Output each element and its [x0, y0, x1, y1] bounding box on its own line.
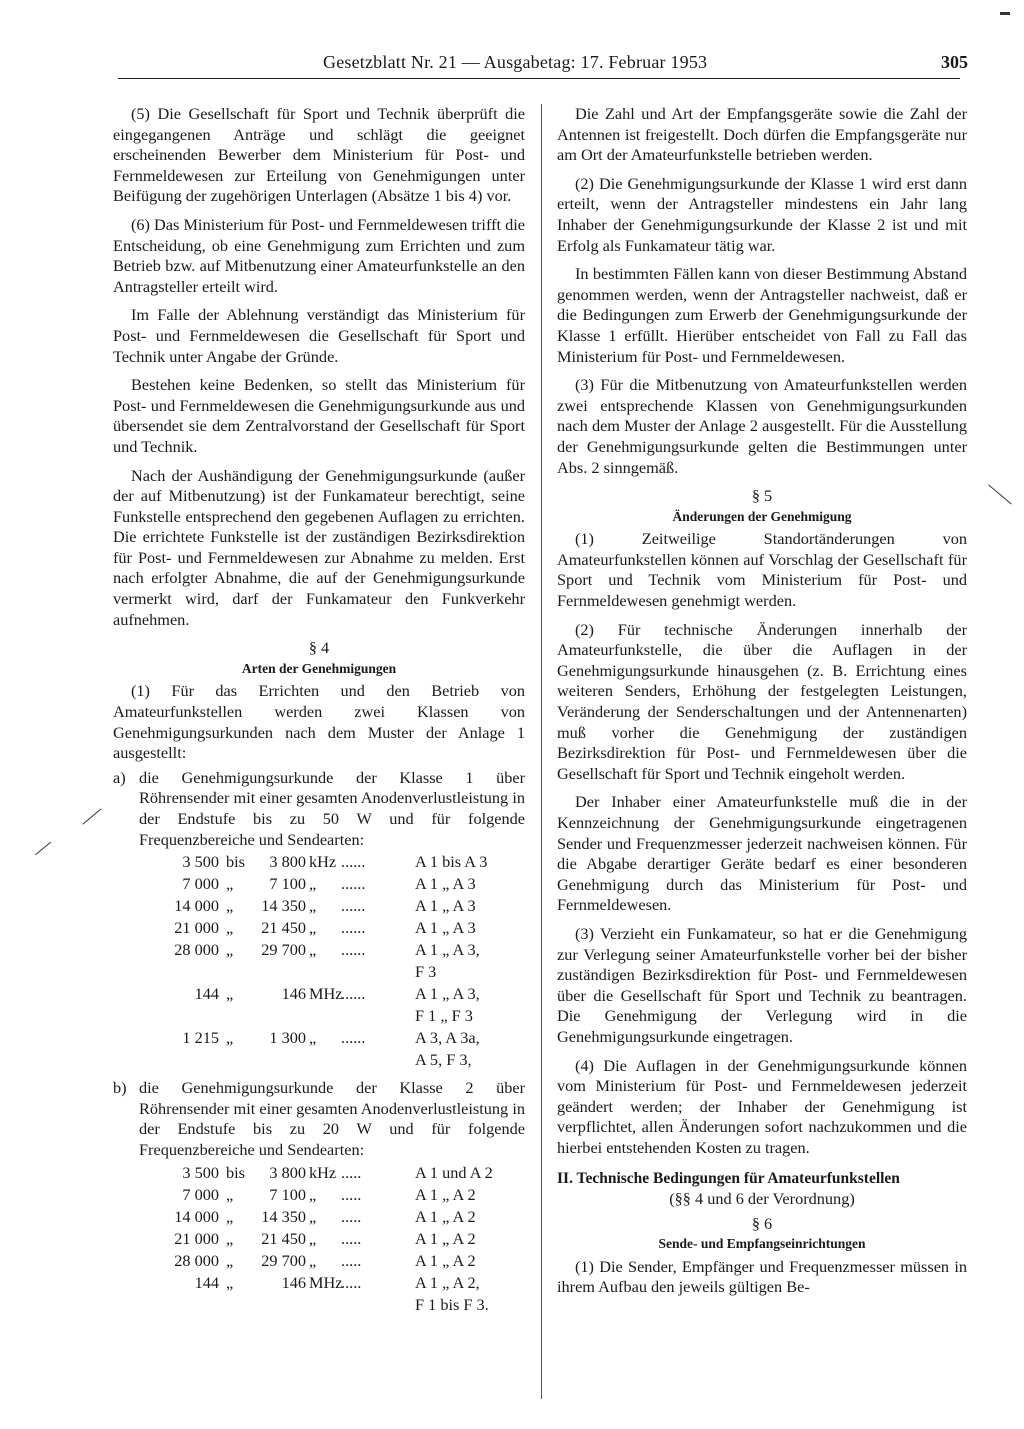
list-item: [113, 1078, 525, 1160]
freq-to: 7 100: [269, 1184, 306, 1204]
frequency-row: [113, 896, 525, 918]
page-header: [118, 52, 968, 79]
emission-classes: A 1 „ A 2,: [415, 1272, 480, 1292]
item-label: a): [113, 767, 126, 787]
freq-to: 7 100: [269, 874, 306, 894]
freq-from: 3 500: [182, 1162, 219, 1182]
leader-dots: ......: [341, 984, 366, 1004]
page-number: 305: [941, 52, 968, 72]
freq-unit: „: [309, 1250, 317, 1270]
leader-dots: ......: [341, 852, 366, 872]
freq-to: 14 350: [261, 1206, 306, 1226]
freq-from: 14 000: [174, 896, 219, 916]
emission-classes: A 3, A 3a,: [415, 1028, 480, 1048]
freq-unit: „: [309, 1206, 317, 1226]
freq-separator: „: [226, 874, 234, 894]
paragraph: Die Zahl und Art der Empfangsgeräte sowie die Zahl der Antennen ist freigestellt. Doch dürfen die Empfangsgeräte nur am Ort der Amateurfunkstelle betrieben werden.: [557, 104, 967, 165]
freq-separator: „: [226, 1250, 234, 1270]
emission-classes: A 1 und A 2: [415, 1162, 493, 1182]
freq-unit: „: [309, 1228, 317, 1248]
emission-classes: A 1 „ A 3: [415, 918, 476, 938]
section-heading: Änderungen der Genehmigung: [672, 508, 852, 524]
paragraph: (1) Zeitweilige Standortänderungen von Amateurfunkstellen können auf Vorschlag der Gesellschaft für Sport und Technik vom Ministerium für Post- und Fernmeldewesen genehmigt werden.: [557, 529, 967, 611]
freq-to: 29 700: [261, 1250, 306, 1270]
emission-classes: A 1 „ A 2: [415, 1228, 476, 1248]
freq-separator: „: [226, 940, 234, 960]
item-label: b): [113, 1078, 127, 1098]
frequency-row: [113, 1185, 525, 1207]
frequency-row-continuation: [113, 1050, 525, 1072]
frequency-row-continuation: [113, 1006, 525, 1028]
leader-dots: ......: [341, 918, 366, 938]
freq-separator: bis: [226, 852, 246, 872]
emission-classes: F 1 bis F 3.: [415, 1294, 489, 1314]
freq-to: 14 350: [261, 896, 306, 916]
leader-dots: ......: [341, 940, 366, 960]
section-sign: § 4: [308, 638, 330, 658]
emission-classes: F 3: [415, 962, 437, 982]
section-heading: Sende- und Empfangseinrichtungen: [658, 1236, 866, 1252]
emission-classes: A 5, F 3,: [415, 1050, 472, 1070]
freq-separator: „: [226, 918, 234, 938]
freq-from: 7 000: [182, 1184, 219, 1204]
item-text: die Genehmigungsurkunde der Klasse 1 über Röhrensender mit einer gesamten Anodenverlustleistung in der Endstufe bis zu 50 W und für folgende Frequenzbereiche und Sendearten:: [139, 767, 525, 849]
leader-dots: .....: [341, 1184, 362, 1204]
leader-dots: ......: [341, 874, 366, 894]
frequency-row: [113, 1229, 525, 1251]
paragraph: Nach der Aushändigung der Genehmigungsurkunde (außer der auf Mitbenutzung) ist der Funkamateur berechtigt, seine Funkstelle entsprechend den gegebenen Auflagen zu errichten. Die errichtete Funkstelle ist der zuständigen Bezirksdirektion für Post- und Fernmeldewesen zur Abnahme zu melden. Erst nach erfolgter Abnahme, die auf der Genehmigungsurkunde vermerkt wird, darf der Funkamateur den Funkverkehr aufnehmen.: [113, 465, 525, 629]
frequency-table-class-1: [113, 852, 525, 1072]
frequency-row: [113, 918, 525, 940]
paragraph: (4) Die Auflagen in der Genehmigungsurkunde können vom Ministerium für Post- und Fernmeldewesen jederzeit geändert werden; der Inhaber der Genehmigung ist verpflichtet, allen Änderungen sofort nachzukommen und die hierbei entstehenden Kosten zu tragen.: [557, 1055, 967, 1157]
paragraph: In bestimmten Fällen kann von dieser Bestimmung Abstand genommen werden, wenn der Antragsteller nachweist, daß er die Bedingungen zum Erwerb der Genehmigungsurkunde der Klasse 1 erfüllt. Hierüber entscheidet von Fall zu Fall das Ministerium für Post- und Fernmeldewesen.: [557, 264, 967, 366]
leader-dots: ......: [341, 1028, 366, 1048]
freq-unit: MHz: [309, 984, 343, 1004]
freq-to: 21 450: [261, 918, 306, 938]
section-heading: Arten der Genehmigungen: [241, 660, 397, 676]
leader-dots: .....: [341, 1162, 362, 1182]
frequency-row: [113, 940, 525, 962]
freq-from: 21 000: [174, 1228, 219, 1248]
freq-to: 3 800: [269, 852, 306, 872]
freq-to: 3 800: [269, 1162, 306, 1182]
freq-from: 1 215: [182, 1028, 219, 1048]
freq-from: 3 500: [182, 852, 219, 872]
freq-unit: „: [309, 940, 317, 960]
emission-classes: A 1 „ A 3: [415, 896, 476, 916]
freq-from: 28 000: [174, 1250, 219, 1270]
frequency-row: [113, 984, 525, 1006]
header-title: Gesetzblatt Nr. 21 — Ausgabetag: 17. Februar 1953: [323, 52, 708, 72]
emission-classes: F 1 „ F 3: [415, 1006, 473, 1026]
freq-unit: kHz: [309, 852, 337, 872]
freq-unit: kHz: [309, 1162, 337, 1182]
freq-from: 28 000: [174, 940, 219, 960]
freq-from: 144: [194, 984, 219, 1004]
section-sign: § 5: [751, 486, 773, 506]
freq-separator: „: [226, 896, 234, 916]
paragraph: (1) Die Sender, Empfänger und Frequenzmesser müssen in ihrem Aufbau den jeweils gültigen Be-: [557, 1256, 967, 1297]
scan-mark: [35, 842, 51, 856]
freq-to: 146: [281, 984, 306, 1004]
freq-unit: MHz: [309, 1272, 343, 1292]
part-subheading: (§§ 4 und 6 der Verordnung): [669, 1189, 855, 1209]
part-heading: II. Technische Bedingungen für Amateurfunkstellen: [557, 1169, 900, 1187]
frequency-row-continuation: [113, 1295, 525, 1317]
freq-separator: bis: [226, 1162, 246, 1182]
list-item: [113, 768, 525, 850]
emission-classes: A 1 „ A 2: [415, 1184, 476, 1204]
freq-separator: „: [226, 1206, 234, 1226]
frequency-row: [113, 1028, 525, 1050]
paragraph: Bestehen keine Bedenken, so stellt das Ministerium für Post- und Fernmeldewesen die Genehmigungsurkunde aus und übersendet sie dem Zentralvorstand der Gesellschaft für Sport und Technik.: [113, 375, 525, 456]
scan-mark: [988, 484, 1012, 504]
right-column: [557, 104, 967, 1306]
emission-classes: A 1 „ A 3,: [415, 984, 480, 1004]
paragraph: Der Inhaber einer Amateurfunkstelle muß die in der Kennzeichnung der Genehmigungsurkunde eingetragenen Sender und Frequenzmesser jederzeit nachweisen können. Für die Abgabe derartiger Geräte bedarf es einer besonderen Genehmigung durch das Ministerium für Post- und Fernmeldewesen.: [557, 792, 967, 915]
frequency-row: [113, 874, 525, 896]
paragraph: (2) Die Genehmigungsurkunde der Klasse 1 wird erst dann erteilt, wenn der Antragsteller mindestens ein Jahr lang Inhaber der Genehmigungsurkunde der Klasse 2 ist und mit Erfolg als Funkamateur tätig war.: [557, 173, 967, 255]
freq-separator: „: [226, 1228, 234, 1248]
frequency-row: [113, 1251, 525, 1273]
leader-dots: ......: [341, 896, 366, 916]
frequency-row-continuation: [113, 962, 525, 984]
emission-classes: A 1 „ A 2: [415, 1250, 476, 1270]
item-text: die Genehmigungsurkunde der Klasse 2 über Röhrensender mit einer gesamten Anodenverlustleistung in der Endstufe bis zu 20 W und für folgende Frequenzbereiche und Sendearten:: [139, 1078, 525, 1159]
freq-unit: „: [309, 874, 317, 894]
paragraph: Im Falle der Ablehnung verständigt das Ministerium für Post- und Fernmeldewesen die Gesellschaft für Sport und Technik unter Angabe der Gründe.: [113, 305, 525, 366]
column-divider: [541, 104, 542, 1399]
leader-dots: .....: [341, 1272, 362, 1292]
frequency-row: [113, 1207, 525, 1229]
freq-unit: „: [309, 896, 317, 916]
paragraph: (6) Das Ministerium für Post- und Fernmeldewesen trifft die Entscheidung, ob eine Genehmigung zum Errichten und zum Betrieb bzw. auf Mitbenutzung einer Amateurfunkstelle an den Antragsteller erteilt wird.: [113, 214, 525, 296]
paragraph: (3) Für die Mitbenutzung von Amateurfunkstellen werden zwei entsprechende Klassen von Genehmigungsurkunden nach dem Muster der Anlage 2 ausgestellt. Für die Ausstellung der Genehmigungsurkunde gelten die Bestimmungen unter Abs. 2 sinngemäß.: [557, 375, 967, 477]
freq-separator: „: [226, 1184, 234, 1204]
emission-classes: A 1 „ A 3: [415, 874, 476, 894]
freq-from: 7 000: [182, 874, 219, 894]
freq-from: 21 000: [174, 918, 219, 938]
frequency-row: [113, 1163, 525, 1185]
scan-mark: [82, 808, 101, 824]
frequency-row: [113, 852, 525, 874]
paragraph: (3) Verzieht ein Funkamateur, so hat er die Genehmigung zur Verlegung seiner Amateurfunkstelle vorher bei der bisher zuständigen Bezirksdirektion für Post- und Fernmeldewesen über die Gesellschaft für Sport und Technik zu beantragen. Die Genehmigung der Verlegung wird in die Genehmigungsurkunde eingetragen.: [557, 923, 967, 1046]
freq-from: 14 000: [174, 1206, 219, 1226]
freq-separator: „: [226, 1272, 234, 1292]
frequency-table-class-2: [113, 1163, 525, 1317]
freq-to: 29 700: [261, 940, 306, 960]
emission-classes: A 1 „ A 2: [415, 1206, 476, 1226]
freq-separator: „: [226, 1028, 234, 1048]
leader-dots: .....: [341, 1206, 362, 1226]
scan-mark: [1000, 12, 1010, 15]
paragraph: (2) Für technische Änderungen innerhalb der Amateurfunkstelle, die über die Auflagen in der Genehmigungsurkunde hinausgehen (z. B. Errichtung eines weiteren Senders, Erhöhung der festgelegten Leistungen, Veränderung der Senderschaltungen und der Antennenarten) muß vorher die Genehmigung der zuständigen Bezirksdirektion für Post- und Fernmeldewesen über die Gesellschaft für Sport und Technik eingeholt werden.: [557, 619, 967, 783]
freq-to: 21 450: [261, 1228, 306, 1248]
section-sign: § 6: [751, 1213, 773, 1233]
emission-classes: A 1 bis A 3: [415, 852, 488, 872]
freq-to: 1 300: [269, 1028, 306, 1048]
freq-from: 144: [194, 1272, 219, 1292]
freq-unit: „: [309, 1184, 317, 1204]
left-column: [113, 104, 525, 1323]
leader-dots: .....: [341, 1228, 362, 1248]
freq-separator: „: [226, 984, 234, 1004]
freq-to: 146: [281, 1272, 306, 1292]
paragraph: (1) Für das Errichten und den Betrieb von Amateurfunkstellen werden zwei Klassen von Genehmigungsurkunden nach dem Muster der Anlage 1 ausgestellt:: [113, 681, 525, 763]
freq-unit: „: [309, 918, 317, 938]
emission-classes: A 1 „ A 3,: [415, 940, 480, 960]
leader-dots: .....: [341, 1250, 362, 1270]
frequency-row: [113, 1273, 525, 1295]
freq-unit: „: [309, 1028, 317, 1048]
paragraph: (5) Die Gesellschaft für Sport und Technik überprüft die eingegangenen Anträge und schlägt die geeignet erscheinenden Bewerber dem Ministerium für Post- und Fernmeldewesen zur Erteilung von Genehmigungen unter Beifügung der zugehörigen Unterlagen (Absätze 1 bis 4) vor.: [113, 104, 525, 206]
